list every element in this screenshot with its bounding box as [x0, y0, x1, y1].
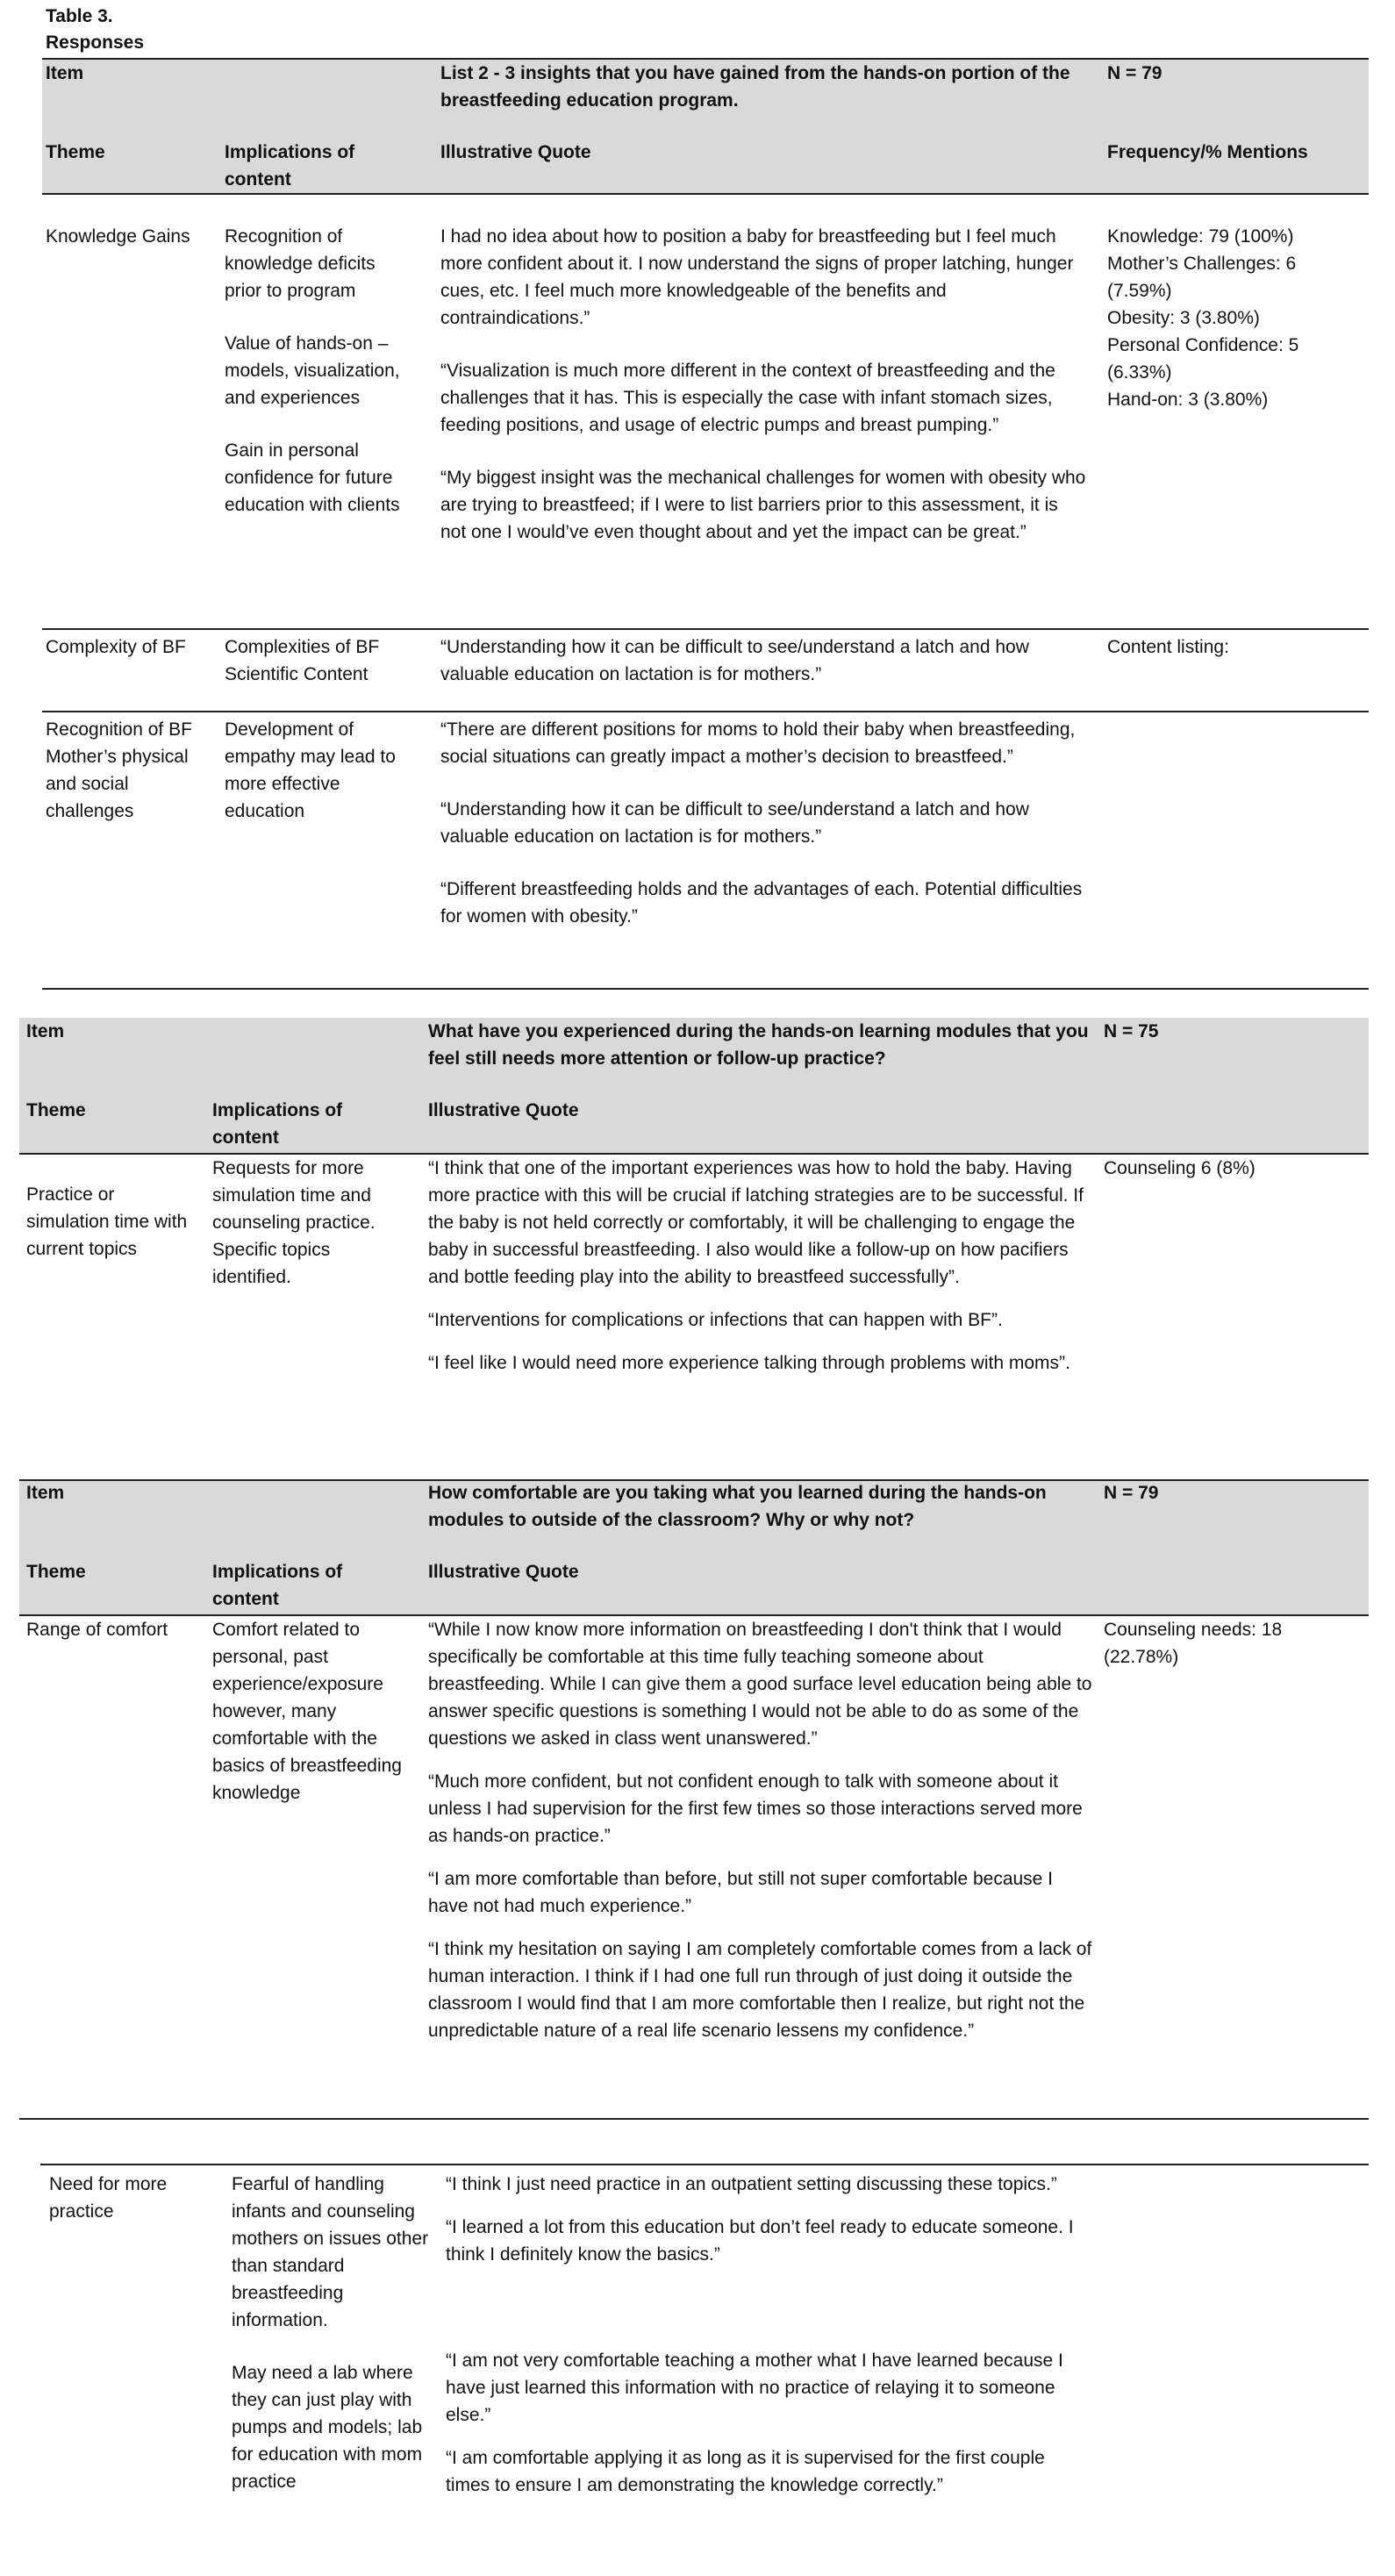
row-quotes — [428, 1616, 1095, 2044]
row-frequency: Content listing: — [1107, 637, 1229, 657]
row-quotes — [428, 1155, 1095, 1377]
quote-header: Illustrative Quote — [440, 142, 591, 162]
theme-header: Theme — [26, 1562, 86, 1582]
theme-header: Theme — [26, 1100, 86, 1120]
item-label: Item — [26, 1021, 65, 1041]
quote-text: “I am not very comfortable teaching a mother what I have learned because I have just learned this information with no practice of relaying it to someone else.” — [446, 2351, 1063, 2425]
section-need-practice — [40, 2164, 1369, 2567]
quote-text: “I am comfortable applying it as long as it is supervised for the first couple times to ensure I am demonstrating the knowledge correctly.” — [446, 2448, 1045, 2495]
quote-text: “Much more confident, but not confident enough to talk with someone about it unless I had supervision for the first few times so those interactions served more as hands-on practice.” — [428, 1771, 1083, 1846]
quote-text: “I learned a lot from this education but don’t feel ready to educate someone. I think I definitely know the basics.” — [446, 2217, 1074, 2265]
item-question: What have you experienced during the hands-on learning modules that you feel still needs more attention or follow-up practice? — [428, 1021, 1089, 1069]
row-theme: Range of comfort — [26, 1620, 168, 1640]
rule-header-bottom — [42, 193, 1369, 195]
section-follow-up — [19, 1018, 1369, 1479]
table-title: Responses — [46, 32, 145, 53]
row-rule — [42, 628, 1369, 630]
row-theme: Complexity of BF — [46, 637, 186, 657]
implication-text: Value of hands-on – models, visualization, and experiences — [225, 333, 400, 408]
row-frequency: Knowledge: 79 (100%) Mother’s Challenges: 6 (7.59%) Obesity: 3 (3.80%) Personal Confidence: 5 (6.33%) Hand-on: 3 (3.80%) — [1107, 226, 1299, 410]
section-comfort — [19, 1479, 1369, 2120]
quote-text: “Understanding how it can be difficult to see/understand a latch and how valuable education on lactation is for mothers.” — [440, 799, 1029, 847]
quote-text: I had no idea about how to position a baby for breastfeeding but I feel much more confident about it. I now understand the signs of proper latching, hunger cues, etc. I feel much more knowledgeable of the benefits and contraindications.” — [440, 226, 1074, 328]
quote-text: “I think I just need practice in an outpatient setting discussing these topics.” — [446, 2174, 1057, 2194]
quote-text: “While I now know more information on breastfeeding I don't think that I would specifically be comfortable at this time fully teaching someone about breastfeeding. While I can give them a good surface level education being able to answer specific questions is something I would not be able to do as some of the questions we asked in class went unanswered.” — [428, 1620, 1092, 1749]
implication-text: Gain in personal confidence for future education with clients — [225, 440, 400, 515]
row-implications — [232, 2171, 439, 2495]
table-number: Table 3. — [46, 6, 113, 26]
row-implications: Development of empathy may lead to more effective education — [225, 719, 396, 821]
theme-header: Theme — [46, 142, 105, 162]
item-label: Item — [46, 63, 84, 83]
quote-text: “My biggest insight was the mechanical challenges for women with obesity who are trying to breastfeed; if I were to list barriers prior to this assessment, it is not one I would’ve even thought about and yet the impact can be great.” — [440, 468, 1086, 542]
quote-text: “There are different positions for moms to hold their baby when breastfeeding, social situations can greatly impact a mother’s decision to breastfeed.” — [440, 719, 1076, 767]
implications-header: Implications of content — [212, 1100, 343, 1148]
quote-text: “I think my hesitation on saying I am completely comfortable comes from a lack of human interaction. I think if I had one full run through of just doing it outside the classroom I would find that I am more comfortable then I realize, but right not the unpredictable nature of a real life scenario lessens my confidence.” — [428, 1939, 1092, 2041]
implications-header: Implications of content — [225, 142, 355, 190]
rule-section-bottom — [42, 988, 1369, 990]
implications-header: Implications of content — [212, 1562, 343, 1609]
row-quotes — [440, 716, 1086, 930]
row-theme: Recognition of BF Mother’s physical and social challenges — [46, 719, 192, 821]
item-n: N = 79 — [1107, 63, 1162, 83]
quote-text: “Visualization is much more different in the context of breastfeeding and the challenges that it has. This is especially the case with infant stomach sizes, feeding positions, and usage of electric pumps and breast pumping.” — [440, 361, 1055, 435]
rule-section-bottom — [19, 2118, 1369, 2120]
row-theme: Need for more practice — [49, 2174, 168, 2222]
row-theme: Practice or simulation time with current topics — [26, 1184, 188, 1259]
quote-text: “Different breastfeeding holds and the advantages of each. Potential difficulties for women with obesity.” — [440, 879, 1083, 927]
rule-top — [40, 2164, 1369, 2165]
implication-text: Fearful of handling infants and counseling mothers on issues other than standard breastfeeding information. — [232, 2174, 429, 2330]
item-n: N = 75 — [1104, 1021, 1159, 1041]
row-implications — [225, 223, 416, 519]
item-n: N = 79 — [1104, 1483, 1159, 1503]
item-question: List 2 - 3 insights that you have gained from the hands-on portion of the breastfeeding education program. — [440, 63, 1070, 111]
row-implications: Comfort related to personal, past experience/exposure however, many comfortable with the basics of breastfeeding knowledge — [212, 1620, 402, 1803]
row-theme: Knowledge Gains — [46, 226, 190, 247]
quote-header: Illustrative Quote — [428, 1100, 579, 1120]
row-rule — [42, 711, 1369, 712]
item-label: Item — [26, 1483, 65, 1503]
quote-text: “I am more comfortable than before, but still not super comfortable because I have not had much experience.” — [428, 1869, 1054, 1916]
row-implications: Requests for more simulation time and counseling practice. Specific topics identified. — [212, 1158, 376, 1287]
row-implications: Complexities of BF Scientific Content — [225, 637, 380, 684]
frequency-header: Frequency/% Mentions — [1107, 142, 1308, 162]
quote-text: “I feel like I would need more experience talking through problems with moms”. — [428, 1353, 1070, 1373]
implication-text: Recognition of knowledge deficits prior to program — [225, 226, 376, 301]
section-insights — [42, 58, 1369, 990]
implication-text: May need a lab where they can just play with pumps and models; lab for education with mom practice — [232, 2363, 423, 2492]
quote-header: Illustrative Quote — [428, 1562, 579, 1582]
quote-text: “I think that one of the important experiences was how to hold the baby. Having more practice with this will be crucial if latching strategies are to be successful. If the baby is not held correctly or comfortably, it will be challenging to engage the baby in successful breastfeeding. I also would like a follow-up on how pacifiers and bottle feeding play into the ability to breastfeed successfully”. — [428, 1158, 1084, 1287]
row-quotes: “Understanding how it can be difficult to see/understand a latch and how valuable education on lactation is for mothers.” — [440, 637, 1029, 684]
item-question: How comfortable are you taking what you learned during the hands-on modules to outside of the classroom? Why or why not? — [428, 1483, 1047, 1530]
quote-text: “Interventions for complications or infections that can happen with BF”. — [428, 1310, 1003, 1330]
row-quotes — [446, 2171, 1086, 2499]
row-frequency: Counseling 6 (8%) — [1104, 1158, 1256, 1178]
row-quotes — [440, 223, 1086, 546]
row-frequency: Counseling needs: 18 (22.78%) — [1104, 1620, 1283, 1667]
